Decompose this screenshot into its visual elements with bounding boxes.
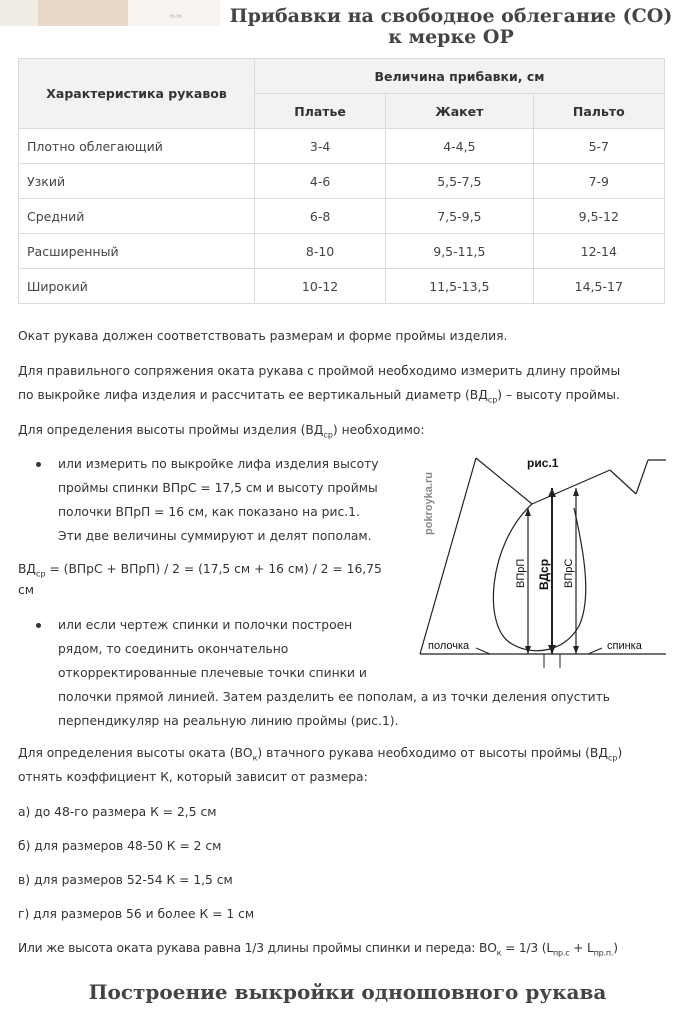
text-run: Для определения высоты оката (ВО bbox=[18, 746, 253, 760]
text-run: Или же высота оката рукава равна 1/3 длины проймы спинки и переда: ВО bbox=[18, 941, 497, 955]
cell-value: 9,5-12 bbox=[533, 199, 664, 234]
cell-value: 7,5-9,5 bbox=[386, 199, 533, 234]
section-title: Прибавки на свободное облегание (СО) к мерке ОР bbox=[229, 5, 673, 48]
front-shoulder-line bbox=[476, 458, 532, 504]
list-item-line: полочки прямой линией. Затем разделить ее пополам, а из точки деления опустить bbox=[58, 690, 611, 704]
cell-value: 12-14 bbox=[533, 234, 664, 269]
label-vprp: ВПрП bbox=[515, 558, 527, 588]
subscript: к bbox=[252, 753, 258, 763]
text-run: ВД bbox=[18, 562, 37, 576]
header-sleeve-type: Характеристика рукавов bbox=[19, 59, 255, 129]
list-item-line: проймы спинки ВПрС = 17,5 см и высоту проймы bbox=[58, 481, 378, 495]
row-label: Узкий bbox=[19, 164, 255, 199]
list-item-line: или измерить по выкройке лифа изделия высоту bbox=[58, 457, 379, 471]
bullet-dot bbox=[36, 462, 41, 467]
table-row bbox=[19, 199, 665, 234]
arrow-up-vprs bbox=[573, 488, 579, 496]
list-item-line: полочки ВПрП = 16 см, как показано на рис.1. bbox=[58, 505, 360, 519]
list-item bbox=[40, 452, 379, 548]
tick-mark bbox=[476, 648, 490, 654]
text-run: Для определения высоты проймы изделия (ВД bbox=[18, 423, 324, 437]
paragraph-4-line-2: отнять коэффициент К, который зависит от размера: bbox=[18, 770, 368, 784]
table-header-row bbox=[19, 59, 665, 94]
size-rule-a: а) до 48-го размера К = 2,5 см bbox=[18, 805, 217, 819]
list-item-line: откорректированные плечевые точки спинки и bbox=[58, 666, 367, 680]
back-neck-line bbox=[636, 460, 648, 494]
cell-value: 10-12 bbox=[255, 269, 386, 304]
header-image-caption: fo-fo bbox=[170, 14, 182, 20]
text-run: ) втачного рукава необходимо от высоты проймы (ВД bbox=[257, 746, 608, 760]
cell-value: 5,5-7,5 bbox=[386, 164, 533, 199]
subscript: к bbox=[496, 948, 502, 958]
subheader-jacket: Жакет bbox=[386, 94, 533, 129]
allowance-table bbox=[18, 58, 665, 304]
cell-value: 8-10 bbox=[255, 234, 386, 269]
table-row bbox=[19, 234, 665, 269]
subscript: пр.с bbox=[552, 948, 570, 958]
table-row bbox=[19, 129, 665, 164]
paragraph-1: Окат рукава должен соответствовать размерам и форме проймы изделия. bbox=[18, 329, 508, 343]
subscript: ср bbox=[487, 395, 498, 405]
cell-value: 14,5-17 bbox=[533, 269, 664, 304]
cell-value: 7-9 bbox=[533, 164, 664, 199]
row-label: Плотно облегающий bbox=[19, 129, 255, 164]
label-back: спинка bbox=[607, 640, 642, 652]
subscript: ср bbox=[36, 569, 46, 579]
formula-line-1 bbox=[18, 557, 382, 586]
header-image-strip-light bbox=[128, 0, 220, 26]
cell-value: 3-4 bbox=[255, 129, 386, 164]
cell-value: 9,5-11,5 bbox=[386, 234, 533, 269]
header-image bbox=[0, 0, 220, 26]
list-item-line: рядом, то соединить окончательно bbox=[58, 642, 289, 656]
row-label: Расширенный bbox=[19, 234, 255, 269]
subheader-coat: Пальто bbox=[533, 94, 664, 129]
paragraph-3 bbox=[18, 418, 425, 447]
row-label: Средний bbox=[19, 199, 255, 234]
arrow-down-vprs bbox=[573, 646, 579, 654]
size-rule-d: г) для размеров 56 и более К = 1 см bbox=[18, 907, 255, 921]
header-allowance: Величина прибавки, см bbox=[255, 59, 665, 94]
arrow-up-vdcp bbox=[548, 488, 556, 497]
tick-mark bbox=[588, 648, 602, 654]
list-item-line: перпендикуляр на реальную линию проймы (рис.1). bbox=[58, 714, 399, 728]
label-vprs: ВПрС bbox=[563, 558, 575, 588]
text-run: ) bbox=[617, 746, 623, 760]
watermark: pokroyka.ru bbox=[423, 472, 435, 535]
cell-value: 5-7 bbox=[533, 129, 664, 164]
text-run: ) – высоту проймы. bbox=[497, 388, 620, 402]
section-heading: Построение выкройки одношовного рукава bbox=[88, 980, 607, 1004]
text-run: + L bbox=[569, 941, 594, 955]
subscript: пр.п. bbox=[593, 948, 614, 958]
text-run: = (ВПрС + ВПрП) / 2 = (17,5 см + 16 см) / 2 = 16,75 bbox=[45, 562, 382, 576]
table-row bbox=[19, 269, 665, 304]
table-row bbox=[19, 164, 665, 199]
paragraph-2-line-1: Для правильного сопряжения оката рукава с проймой необходимо измерить длину проймы bbox=[18, 364, 621, 378]
cell-value: 4-4,5 bbox=[386, 129, 533, 164]
text-run: = 1/3 (L bbox=[501, 941, 553, 955]
size-rule-b: б) для размеров 48-50 К = 2 см bbox=[18, 839, 222, 853]
bullet-dot bbox=[36, 623, 41, 628]
armhole-diagram bbox=[414, 448, 666, 668]
subscript: ср bbox=[323, 430, 333, 440]
text-run: ) bbox=[613, 941, 618, 955]
list-item-line: Эти две величины суммируют и делят пополам. bbox=[58, 529, 372, 543]
list-item-line: или если чертеж спинки и полочки построен bbox=[58, 618, 353, 632]
shoulder-connect-line bbox=[532, 470, 610, 504]
cell-value: 11,5-13,5 bbox=[386, 269, 533, 304]
paragraph-2-line-2 bbox=[18, 383, 620, 412]
subscript: ср bbox=[607, 753, 618, 763]
cell-value: 4-6 bbox=[255, 164, 386, 199]
label-vdcp: ВДср bbox=[537, 558, 551, 590]
formula-line-2: см bbox=[18, 583, 35, 597]
back-shoulder-line bbox=[610, 470, 636, 494]
size-rule-c: в) для размеров 52-54 К = 1,5 см bbox=[18, 873, 233, 887]
text-run: ) необходимо: bbox=[332, 423, 425, 437]
subheader-dress: Платье bbox=[255, 94, 386, 129]
cell-value: 6-8 bbox=[255, 199, 386, 234]
header-image-strip bbox=[38, 0, 128, 26]
row-label: Широкий bbox=[19, 269, 255, 304]
paragraph-5 bbox=[18, 936, 618, 965]
figure-title: рис.1 bbox=[527, 456, 559, 470]
label-front: полочка bbox=[428, 640, 470, 652]
text-run: по выкройке лифа изделия и рассчитать ее вертикальный диаметр (ВД bbox=[18, 388, 488, 402]
